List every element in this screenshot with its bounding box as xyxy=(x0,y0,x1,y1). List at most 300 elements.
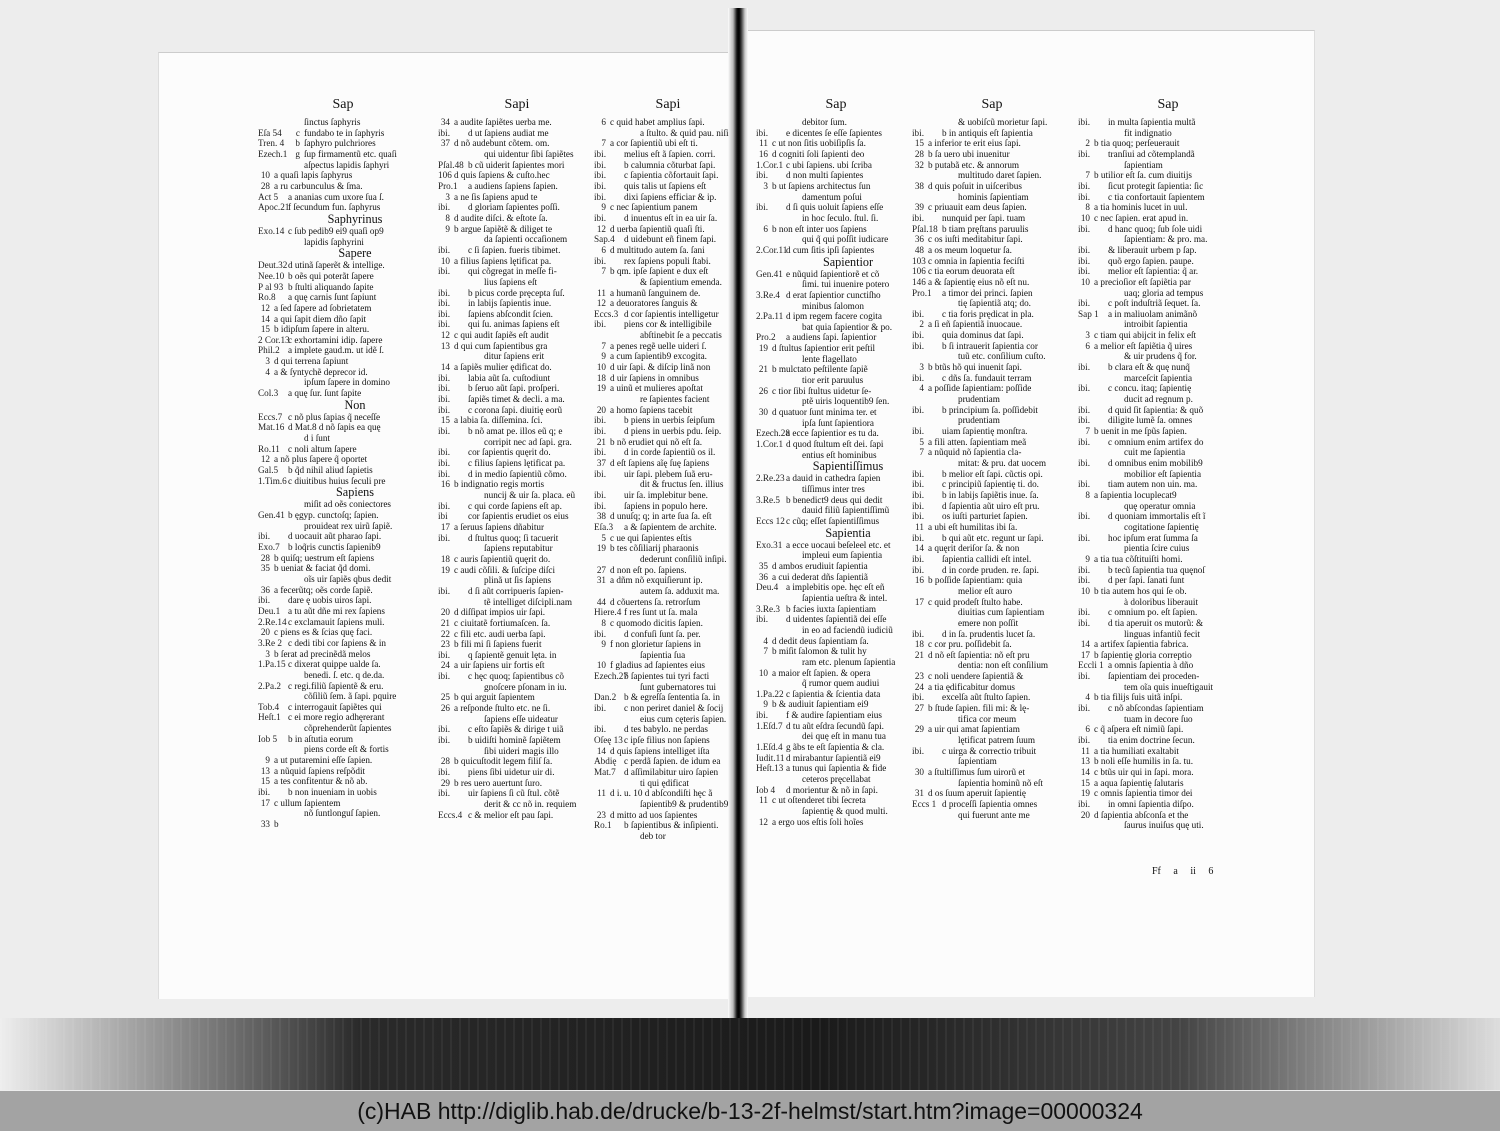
entry-line xyxy=(756,396,916,407)
entry-number: 17 xyxy=(260,797,270,808)
entry-line xyxy=(258,422,428,433)
entry-line xyxy=(258,510,428,521)
entry-line xyxy=(258,531,428,542)
entry-line xyxy=(912,618,1072,629)
entry-reference: ibi. xyxy=(438,585,450,596)
entry-reference: Gal.5 xyxy=(258,465,279,476)
entry-number: 27 xyxy=(914,703,924,714)
entry-reference: ibi. xyxy=(756,710,768,721)
entry-line xyxy=(912,309,1072,320)
entry-line xyxy=(756,407,916,418)
entry-line xyxy=(438,415,596,426)
entry-line xyxy=(912,383,1072,394)
entry-text: tia enim doctrine ſecun. xyxy=(1108,735,1195,746)
entry-text: a tes confitentur & nõ ab. xyxy=(274,776,368,787)
entry-line xyxy=(594,746,742,757)
entry-line xyxy=(594,192,742,203)
entry-text: d non multi ſapientes xyxy=(786,170,864,181)
entry-reference: ibi. xyxy=(1078,671,1090,682)
headword xyxy=(756,527,916,540)
entry-line xyxy=(1078,309,1258,320)
entry-text: ti qui ędificat xyxy=(640,777,689,788)
entry-reference: ibi. xyxy=(1078,436,1090,447)
entry-line xyxy=(1078,277,1258,288)
entry-text: a maior eſt ſapien. & opera xyxy=(772,667,871,678)
entry-text: b ſa uero ubi inuenitur xyxy=(928,148,1010,159)
entry-text: uaq; gloria ad tempus xyxy=(1124,287,1204,298)
entry-text: qui fuerunt ante me xyxy=(958,809,1030,820)
entry-text: b poſſide ſapientiam: quia xyxy=(928,575,1023,586)
entry-line xyxy=(912,437,1072,448)
entry-text: b tia autem hos qui ſe ob. xyxy=(1094,585,1187,596)
entry-number: 20 xyxy=(1080,809,1090,820)
entry-line xyxy=(594,234,742,245)
entry-reference: ibi. xyxy=(912,564,924,575)
entry-line xyxy=(1078,767,1258,778)
entry-text: d ut ſapiens audiat me xyxy=(468,127,549,138)
entry-number: 13 xyxy=(260,765,270,776)
entry-line xyxy=(756,473,916,484)
entry-text: d qui terrena ſapiunt xyxy=(274,356,349,367)
entry-text: b & egreſſa ſententia ſa. in xyxy=(624,692,720,703)
entry-text: c regi.filiũ ſapientẽ & eru. xyxy=(288,680,384,691)
entry-line xyxy=(438,277,596,288)
entry-reference: ibi. xyxy=(438,735,450,746)
entry-line xyxy=(258,377,428,388)
entry-text: à doloribus liberauit xyxy=(1124,596,1198,607)
entry-text: entius eſt hominibus xyxy=(802,449,877,460)
entry-text: c btũs uir qui in ſapi. mora. xyxy=(1094,767,1194,778)
entry-reference: ibi. xyxy=(594,159,606,170)
entry-line xyxy=(258,260,428,271)
entry-reference: Nee.10 xyxy=(258,270,285,281)
entry-text: c quomodo dicitis ſapien. xyxy=(610,617,703,628)
entry-text: Non xyxy=(344,398,366,412)
entry-line xyxy=(258,181,428,192)
entry-number: 14 xyxy=(260,313,270,324)
entry-reference: ibi. xyxy=(594,628,606,639)
entry-text: b ſtulti aliquando ſapite xyxy=(288,281,374,292)
entry-reference: Heſt.13 xyxy=(756,763,784,774)
entry-text: b benedict9 deus qui dedit xyxy=(786,494,883,505)
entry-line xyxy=(438,597,596,608)
entry-line xyxy=(756,375,916,386)
entry-reference: Iob 4 xyxy=(756,784,776,795)
entry-text: c ut non ſitis uobiſipſis ſa. xyxy=(772,138,866,149)
column-running-head: Sapi xyxy=(655,97,681,112)
entry-text: a ergo uos eſtis ſoli hoĩes xyxy=(772,816,864,827)
entry-line xyxy=(912,234,1072,245)
entry-text: b non eſt inter uos ſapiens xyxy=(772,223,867,234)
entry-text: d Mat.8 d nõ ſapis ea quę xyxy=(288,422,381,433)
entry-number: 10 xyxy=(260,170,270,181)
entry-text: d gloriam ſapientes poſſi. xyxy=(468,202,560,213)
entry-number: 9 xyxy=(763,699,768,710)
entry-text: linguas infantiũ fecit xyxy=(1124,628,1201,639)
entry-reference: ibi. xyxy=(438,287,450,298)
entry-line xyxy=(1078,639,1258,650)
entry-text: c quid habet amplius ſapi. xyxy=(610,117,705,127)
entry-reference: Gen.41 xyxy=(756,268,783,279)
entry-line xyxy=(258,798,428,809)
entry-reference: ibi. xyxy=(1078,735,1090,746)
entry-number: 17 xyxy=(440,521,450,532)
entry-line xyxy=(756,234,916,245)
entry-reference: 2 Cor.13 xyxy=(258,334,290,345)
entry-number: 14 xyxy=(596,745,606,756)
entry-line xyxy=(912,554,1072,565)
entry-text: quõ ergo ſapien. paupe. xyxy=(1108,255,1194,266)
entry-text: b non inueniam in uobis xyxy=(288,787,377,798)
entry-line xyxy=(258,237,428,248)
entry-line xyxy=(258,712,428,723)
entry-text: c cor pru. poſſidebit ſa. xyxy=(928,639,1012,650)
entry-text: abſtinebit ſe a peccatis xyxy=(640,330,722,341)
entry-number: 48 xyxy=(914,244,924,255)
headword xyxy=(258,399,428,412)
entry-text: a inferior te erit eius ſapi. xyxy=(928,138,1021,149)
entry-text: eius cum cęteris ſapien. xyxy=(640,713,727,724)
entry-number: 26 xyxy=(440,703,450,714)
entry-line xyxy=(594,426,742,437)
entry-line xyxy=(756,149,916,160)
entry-line xyxy=(594,266,742,277)
column-6 xyxy=(1078,96,1258,831)
entry-number: 33 xyxy=(260,819,270,830)
entry-line xyxy=(756,138,916,149)
entry-line xyxy=(438,319,596,330)
entry-line xyxy=(756,343,916,354)
entry-line xyxy=(258,324,428,335)
entry-line xyxy=(594,373,742,384)
entry-number: 6 xyxy=(1085,724,1090,735)
entry-text: deb tor xyxy=(640,830,666,841)
entry-line xyxy=(756,806,916,817)
entry-text: c qui corde ſapiens eſt ap. xyxy=(468,500,562,511)
entry-number: 38 xyxy=(914,180,924,191)
entry-line xyxy=(912,138,1072,149)
entry-text: tiſſimus inter tres xyxy=(802,484,865,494)
entry-reference: ibi. xyxy=(258,595,270,606)
entry-reference: Eccs.7 xyxy=(258,411,283,422)
entry-reference: Ro.8 xyxy=(258,292,276,303)
entry-reference: 1.Cor.1 xyxy=(756,159,784,170)
entry-number: 26 xyxy=(758,385,768,396)
entry-line xyxy=(912,469,1072,480)
entry-text: a implete gaud.m. ut idẽ ſ. xyxy=(288,345,384,356)
entry-line xyxy=(912,170,1072,181)
entry-line xyxy=(756,117,916,128)
entry-text: a & ſapientem de archite. xyxy=(624,521,717,532)
entry-line xyxy=(912,341,1072,352)
entry-text: benedi. ſ. etc. q de.da. xyxy=(304,669,385,680)
entry-line xyxy=(594,383,742,394)
entry-text: d ſapientia aũt uiro eſt pru. xyxy=(942,500,1040,511)
entry-reference: ibi. xyxy=(594,447,606,458)
entry-text: b tiam pręſtans paruulis xyxy=(942,223,1029,234)
entry-reference: ibi. xyxy=(912,127,924,138)
entry-reference: ibi. xyxy=(1078,362,1090,373)
entry-reference: ibi. xyxy=(1078,266,1090,277)
entry-reference: ibi. xyxy=(912,468,924,479)
entry-text: c omnis ſapientia timor dei xyxy=(1094,788,1193,799)
entry-text: rex ſapiens populi ſtabi. xyxy=(624,255,711,266)
entry-reference: ibi. xyxy=(438,127,450,138)
column-running-head: Sapi xyxy=(504,97,530,112)
entry-line xyxy=(1078,671,1258,682)
entry-line xyxy=(912,522,1072,533)
entry-text: d erat ſapientior cunctiſho xyxy=(786,289,881,300)
entry-line xyxy=(1078,479,1258,490)
entry-text: ſapiens reputabitur xyxy=(484,543,553,554)
entry-line xyxy=(438,735,596,746)
entry-text: a ut putaremini eſſe ſapien. xyxy=(274,755,373,766)
entry-line xyxy=(1078,383,1258,394)
entry-reference: ibi. xyxy=(1078,458,1090,468)
entry-text: b qm. ipſe ſapient e dux eſt xyxy=(610,266,709,277)
entry-line xyxy=(756,202,916,213)
entry-reference: 1.Tim.6 xyxy=(258,475,287,486)
entry-number: 5 xyxy=(919,436,924,447)
entry-text: d per ſapi. ſanati ſunt xyxy=(1108,575,1185,586)
entry-line xyxy=(756,646,916,657)
entry-reference: Eccs.3 xyxy=(594,308,619,319)
entry-line xyxy=(594,778,742,789)
entry-text: b principium ſa. poſſidebit xyxy=(942,404,1038,415)
entry-text: uiam ſapientię monſtra. xyxy=(942,426,1028,437)
entry-text: a ſed ſapere ad ſobrietatem xyxy=(274,302,372,313)
entry-text: d diſſipat impios uir ſapi. xyxy=(454,607,546,618)
entry-number: 37 xyxy=(596,458,606,468)
entry-line xyxy=(756,668,916,679)
entry-line xyxy=(756,505,916,516)
entry-reference: Eccs.4 xyxy=(438,809,463,820)
entry-line xyxy=(258,170,428,181)
entry-line xyxy=(1078,351,1258,362)
entry-text: a quę carnis ſunt ſapiunt xyxy=(288,292,377,303)
entry-number: 3 xyxy=(445,191,450,202)
entry-line xyxy=(438,341,596,352)
entry-reference: ibi. xyxy=(594,255,606,266)
entry-line xyxy=(438,309,596,320)
entry-line xyxy=(1078,778,1258,789)
entry-text: piens cor & intelligibile xyxy=(624,319,712,330)
entry-reference: ibi. xyxy=(594,319,606,330)
entry-number: 3 xyxy=(763,180,768,191)
entry-line xyxy=(756,192,916,203)
entry-line xyxy=(756,418,916,429)
entry-line xyxy=(438,671,596,682)
entry-reference: ibi. xyxy=(438,724,450,735)
entry-reference: ibi. xyxy=(438,500,450,511)
entry-text: c os iuſti meditabitur ſapi. xyxy=(928,234,1023,245)
entry-number: 18 xyxy=(596,372,606,383)
column-3 xyxy=(594,96,742,842)
entry-text: e dicentes ſe eſſe ſapientes xyxy=(786,127,882,138)
entry-reference: ibi. xyxy=(594,426,606,437)
entry-reference: ibi. xyxy=(1078,148,1090,159)
entry-reference: Deut.32 xyxy=(258,260,288,271)
entry-text: in omni ſapientia diſpo. xyxy=(1108,799,1194,809)
entry-line xyxy=(912,810,1072,821)
entry-text: d cor ſapientis intelligetur xyxy=(624,308,719,319)
entry-line xyxy=(756,593,916,604)
entry-number: 15 xyxy=(440,415,450,426)
entry-text: a ne ſis ſapiens apud te xyxy=(454,191,538,202)
entry-line xyxy=(756,484,916,495)
entry-text: b ſeruo aũt ſapi. proſperi. xyxy=(468,383,560,394)
entry-reference: ibi. xyxy=(912,489,924,500)
entry-line xyxy=(258,202,428,213)
entry-line xyxy=(1078,714,1258,725)
entry-line xyxy=(756,710,916,721)
entry-text: c exclamauit ſapiens muli. xyxy=(288,616,385,627)
entry-text: b ſtude ſapien. fili mi: & lę- xyxy=(928,703,1030,714)
entry-line xyxy=(594,117,742,128)
entry-line xyxy=(912,501,1072,512)
entry-text: fit indignatio xyxy=(1124,127,1172,138)
entry-text: labia aũt ſa. cuſtodiunt xyxy=(468,372,551,383)
entry-text: d cum ſitis ipſi ſapientes xyxy=(786,244,875,255)
entry-line xyxy=(1078,341,1258,352)
entry-reference: Mat.7 xyxy=(594,767,616,778)
entry-reference: ibi. xyxy=(1078,244,1090,255)
entry-line xyxy=(258,303,428,314)
entry-line xyxy=(756,269,916,280)
entry-reference: 2.Re.23 xyxy=(756,473,785,484)
entry-number: 20 xyxy=(440,607,450,618)
entry-text: c ipſe filius non ſapiens xyxy=(624,735,710,746)
entry-line xyxy=(912,117,1072,128)
entry-line xyxy=(1078,192,1258,203)
entry-text: b indignatio regis mortis xyxy=(454,479,545,490)
column-running-head: Sap xyxy=(332,97,354,112)
entry-text: tiam autem non uin. ma. xyxy=(1108,479,1198,490)
entry-number: 32 xyxy=(914,159,924,170)
entry-line xyxy=(912,330,1072,341)
entry-line xyxy=(756,322,916,333)
entry-line xyxy=(438,202,596,213)
entry-line xyxy=(1078,362,1258,373)
entry-line xyxy=(912,629,1072,640)
entry-number: 30 xyxy=(758,407,768,418)
entry-text: d proceſſi ſapientia omnes xyxy=(942,799,1038,809)
entry-line xyxy=(258,755,428,766)
entry-text: c ut oſtenderet tibi ſecreta xyxy=(772,795,866,806)
entry-reference: ibi. xyxy=(438,671,450,682)
entry-text: prudentiam xyxy=(958,394,1000,405)
entry-text: a dauid in cathedra ſapien xyxy=(786,473,881,484)
entry-reference: 1.Eſd.7 xyxy=(756,720,783,731)
entry-line xyxy=(1078,437,1258,448)
entry-reference: Eſa 54 xyxy=(258,127,282,138)
entry-reference: ibi. xyxy=(1078,191,1090,202)
entry-text: d in corde ſapientiũ os il. xyxy=(624,447,716,458)
entry-line xyxy=(594,149,742,160)
entry-text: dauid filiũ ſapientiſſimũ xyxy=(802,505,890,516)
entry-line xyxy=(594,724,742,735)
entry-line xyxy=(594,170,742,181)
entry-text: qui cõgregat in meſſe fi- xyxy=(468,266,557,277)
entry-text: c ubi ſapiens. ubi ſcriba xyxy=(786,159,872,170)
entry-text: ptẽ uiris loquentib9 ſen. xyxy=(802,396,890,407)
entry-text: nuncij & uir ſa. placa. eũ xyxy=(484,489,576,500)
entry-text: a quę ſur. ſunt ſapite xyxy=(288,388,362,399)
entry-reference: ibi. xyxy=(912,745,924,756)
entry-line xyxy=(912,767,1072,778)
entry-line xyxy=(258,585,428,596)
entry-line xyxy=(594,394,742,405)
entry-number: 8 xyxy=(601,617,606,628)
entry-text: cõprehenderũt ſapientes xyxy=(304,723,392,734)
entry-line xyxy=(438,692,596,703)
entry-number: 11 xyxy=(759,138,768,149)
entry-line xyxy=(756,795,916,806)
entry-number: 18 xyxy=(440,553,450,564)
entry-text: d inuentus eſt in ea uir ſa. xyxy=(624,212,718,223)
entry-text: d quis poſuit in uiſceribus xyxy=(928,180,1022,191)
entry-line xyxy=(438,117,596,128)
entry-line xyxy=(1078,650,1258,661)
entry-text: in multa ſapientia multã xyxy=(1108,117,1196,127)
entry-line xyxy=(756,721,916,732)
entry-number: 18 xyxy=(914,639,924,650)
entry-text: a aqua ſapientię ſalutaris xyxy=(1094,777,1184,788)
entry-text: f non glorietur ſapiens in xyxy=(610,639,701,650)
entry-line xyxy=(594,362,742,373)
entry-text: c perdã ſapien. de idum ea xyxy=(624,756,721,767)
entry-reference: ibi. xyxy=(258,787,270,798)
entry-line xyxy=(594,181,742,192)
entry-text: b uidiſti hominẽ ſapiẽtem xyxy=(468,735,561,746)
entry-line xyxy=(438,650,596,661)
entry-text: c nõ abſcondas ſapientiam xyxy=(1108,703,1204,714)
entry-text: d omnibus enim mobilib9 xyxy=(1108,458,1203,468)
entry-line xyxy=(258,734,428,745)
entry-text: uir ſapiens ſi cũ ſtul. cõtẽ xyxy=(468,788,560,799)
entry-line xyxy=(438,799,596,810)
entry-reference: ibi. xyxy=(438,298,450,309)
entry-line xyxy=(1078,756,1258,767)
entry-line xyxy=(912,256,1072,267)
entry-line xyxy=(756,636,916,647)
entry-text: cor ſapientis erudiet os eius xyxy=(468,511,569,522)
entry-text: tię ſapientiã atq; do. xyxy=(958,298,1031,309)
entry-text: b nõ erudiet qui nõ eſt ſa. xyxy=(610,436,703,447)
entry-reference: ibi. xyxy=(594,500,606,511)
entry-line xyxy=(1078,597,1258,608)
entry-number: 7 xyxy=(1085,426,1090,437)
entry-reference: 2.Pa.2 xyxy=(258,680,281,691)
entry-line xyxy=(912,351,1072,362)
entry-number: 35 xyxy=(260,563,270,574)
entry-line xyxy=(756,450,916,461)
entry-reference: ibi. xyxy=(756,614,768,625)
entry-reference: Mat.16 xyxy=(258,422,285,433)
entry-text: c uirga & correctio tribuit xyxy=(942,745,1037,756)
entry-number: b xyxy=(295,138,300,149)
entry-line xyxy=(1078,415,1258,426)
entry-text: f ſecundum fun. ſaphyrus xyxy=(288,202,381,213)
entry-line xyxy=(258,499,428,510)
entry-text: a audite ſapiẽtes uerba me. xyxy=(454,117,552,127)
entry-reference: Iudit.11 xyxy=(756,752,785,763)
entry-line xyxy=(258,465,428,476)
entry-line xyxy=(1078,224,1258,235)
headword xyxy=(258,486,428,499)
entry-line xyxy=(912,714,1072,725)
entry-line xyxy=(438,746,596,757)
